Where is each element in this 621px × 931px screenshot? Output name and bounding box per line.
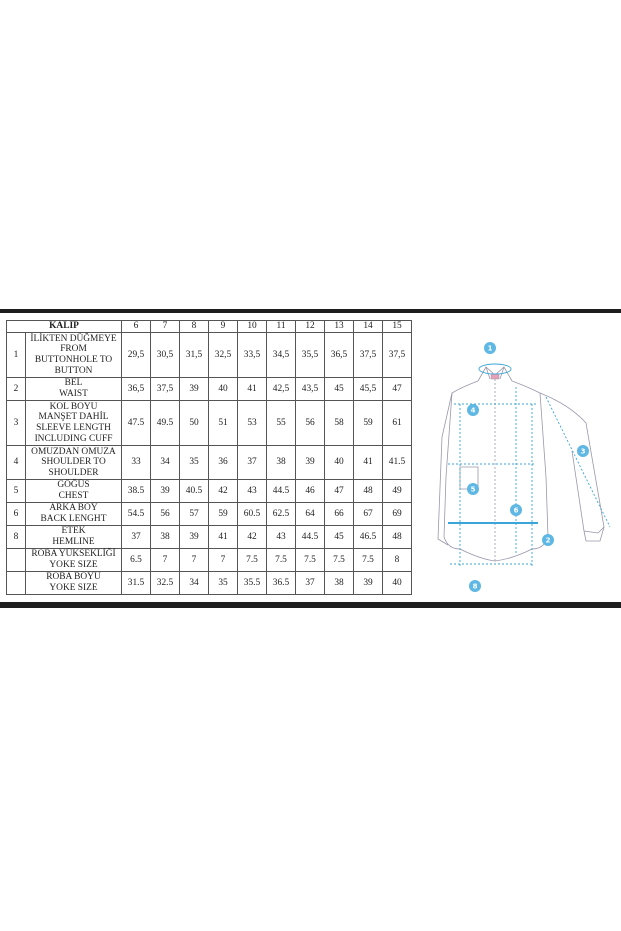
size-value-cell: 44.5	[267, 480, 296, 503]
size-value-cell: 44.5	[296, 526, 325, 549]
size-value-cell: 47	[325, 480, 354, 503]
size-value-cell: 29,5	[122, 333, 151, 378]
svg-text:6: 6	[513, 506, 519, 515]
size-value-cell: 36,5	[325, 333, 354, 378]
size-value-cell: 45,5	[354, 378, 383, 401]
size-value-cell: 34	[151, 446, 180, 480]
size-value-cell: 30,5	[151, 333, 180, 378]
row-number: 8	[7, 526, 26, 549]
measurement-label	[26, 333, 122, 378]
kalip-header: KALIP	[7, 321, 122, 333]
table-row	[7, 549, 412, 572]
size-value-cell: 61	[383, 401, 412, 446]
size-chart-panel	[0, 309, 621, 608]
size-header: 6	[122, 321, 151, 333]
size-value-cell: 41	[238, 378, 267, 401]
size-value-cell: 55	[267, 401, 296, 446]
size-value-cell: 39	[180, 378, 209, 401]
row-number: 5	[7, 480, 26, 503]
size-header: 14	[354, 321, 383, 333]
table-row	[7, 572, 412, 595]
size-value-cell: 45	[325, 526, 354, 549]
measurement-label-line: BUTTON	[54, 365, 93, 376]
measurement-label	[26, 503, 122, 526]
size-value-cell: 33	[122, 446, 151, 480]
size-value-cell: 35	[180, 446, 209, 480]
size-value-cell: 7.5	[238, 549, 267, 572]
size-value-cell: 7.5	[296, 549, 325, 572]
measurement-label	[26, 480, 122, 503]
size-value-cell: 67	[354, 503, 383, 526]
size-header: 10	[238, 321, 267, 333]
table-row	[7, 401, 412, 446]
size-value-cell: 42	[238, 526, 267, 549]
marker-1	[484, 342, 496, 354]
size-value-cell: 50	[180, 401, 209, 446]
svg-text:8: 8	[472, 582, 478, 591]
size-table	[6, 320, 412, 595]
size-value-cell: 34	[180, 572, 209, 595]
size-value-cell: 59	[209, 503, 238, 526]
measurement-label-line: SHOULDER	[48, 467, 99, 478]
measurement-label-line: OMUZDAN OMUZA	[31, 446, 116, 457]
measurement-label-line: SLEEVE LENGTH	[36, 423, 111, 433]
row-number	[7, 572, 26, 595]
size-value-cell: 39	[296, 446, 325, 480]
measurement-label	[26, 446, 122, 480]
table-header-row	[7, 321, 412, 333]
size-value-cell: 38.5	[122, 480, 151, 503]
size-value-cell: 40	[209, 378, 238, 401]
size-value-cell: 60.5	[238, 503, 267, 526]
row-number: 3	[7, 401, 26, 446]
size-value-cell: 46	[296, 480, 325, 503]
table-row	[7, 333, 412, 378]
size-value-cell: 42	[209, 480, 238, 503]
size-value-cell: 36.5	[267, 572, 296, 595]
size-value-cell: 47	[383, 378, 412, 401]
size-header: 15	[383, 321, 412, 333]
measurement-label-line: CHEST	[58, 491, 89, 501]
size-value-cell: 31,5	[180, 333, 209, 378]
size-value-cell: 41.5	[383, 446, 412, 480]
measurement-label-line: WAIST	[59, 389, 88, 399]
size-value-cell: 54.5	[122, 503, 151, 526]
size-value-cell: 38	[325, 572, 354, 595]
size-value-cell: 40	[325, 446, 354, 480]
measurement-markers	[467, 342, 589, 592]
measurement-label-line: YOKE SIZE	[49, 583, 98, 593]
size-value-cell: 49	[383, 480, 412, 503]
size-value-cell: 43	[238, 480, 267, 503]
size-header: 9	[209, 321, 238, 333]
size-value-cell: 37	[122, 526, 151, 549]
size-value-cell: 38	[151, 526, 180, 549]
size-value-cell: 62.5	[267, 503, 296, 526]
size-value-cell: 59	[354, 401, 383, 446]
size-value-cell: 33,5	[238, 333, 267, 378]
size-value-cell: 66	[325, 503, 354, 526]
marker-3	[577, 445, 589, 457]
size-value-cell: 48	[383, 526, 412, 549]
measurement-label-line: INCLUDING CUFF	[34, 433, 113, 444]
size-value-cell: 58	[325, 401, 354, 446]
size-value-cell: 43,5	[296, 378, 325, 401]
size-value-cell: 47.5	[122, 401, 151, 446]
size-value-cell: 57	[180, 503, 209, 526]
svg-text:3: 3	[580, 447, 586, 456]
measurement-label-line: KOL BOYU	[49, 401, 98, 412]
size-value-cell: 46.5	[354, 526, 383, 549]
size-value-cell: 32,5	[209, 333, 238, 378]
row-number	[7, 549, 26, 572]
size-value-cell: 7	[209, 549, 238, 572]
size-value-cell: 37,5	[383, 333, 412, 378]
size-value-cell: 34,5	[267, 333, 296, 378]
size-value-cell: 48	[354, 480, 383, 503]
size-value-cell: 7.5	[325, 549, 354, 572]
size-header: 7	[151, 321, 180, 333]
marker-5	[467, 483, 479, 495]
svg-text:1: 1	[487, 344, 493, 353]
size-value-cell: 7.5	[354, 549, 383, 572]
size-header: 11	[267, 321, 296, 333]
size-value-cell: 38	[267, 446, 296, 480]
size-value-cell: 37	[238, 446, 267, 480]
size-value-cell: 45	[325, 378, 354, 401]
table-row	[7, 446, 412, 480]
size-value-cell: 56	[151, 503, 180, 526]
table-row	[7, 503, 412, 526]
size-value-cell: 35,5	[296, 333, 325, 378]
row-number: 1	[7, 333, 26, 378]
svg-text:2: 2	[545, 536, 551, 545]
measurement-label	[26, 378, 122, 401]
measurement-label-line: GÖĞÜS	[57, 480, 90, 491]
row-number: 6	[7, 503, 26, 526]
size-header: 12	[296, 321, 325, 333]
row-number: 2	[7, 378, 26, 401]
measurement-label	[26, 572, 122, 595]
measurement-label	[26, 549, 122, 572]
size-value-cell: 6.5	[122, 549, 151, 572]
size-header: 13	[325, 321, 354, 333]
size-value-cell: 51	[209, 401, 238, 446]
size-value-cell: 37	[296, 572, 325, 595]
measurement-lines	[448, 364, 610, 567]
svg-text:5: 5	[470, 485, 476, 494]
marker-4	[467, 404, 479, 416]
size-value-cell: 40	[383, 572, 412, 595]
measurement-label-line: MANŞET DAHİL	[38, 412, 109, 423]
measurement-label-line: SHOULDER TO	[41, 457, 106, 468]
size-value-cell: 53	[238, 401, 267, 446]
size-value-cell: 32.5	[151, 572, 180, 595]
size-value-cell: 69	[383, 503, 412, 526]
size-value-cell: 36,5	[122, 378, 151, 401]
measurement-label-line: BACK LENGHT	[40, 514, 107, 524]
measurement-label-line: İLİKTEN DÜĞMEYE	[30, 333, 117, 344]
measurement-label-line: FROM	[60, 344, 87, 355]
size-value-cell: 39	[354, 572, 383, 595]
table-row	[7, 378, 412, 401]
size-value-cell: 7.5	[267, 549, 296, 572]
size-value-cell: 37,5	[151, 378, 180, 401]
size-value-cell: 42,5	[267, 378, 296, 401]
size-value-cell: 7	[180, 549, 209, 572]
table-row	[7, 526, 412, 549]
size-value-cell: 39	[180, 526, 209, 549]
svg-text:4: 4	[470, 406, 476, 415]
size-value-cell: 35	[209, 572, 238, 595]
measurement-label-line: YOKE SIZE	[49, 560, 98, 570]
marker-2	[542, 534, 554, 546]
measurement-label-line: ROBA YÜKSEKLİĞİ	[31, 549, 116, 560]
measurement-label	[26, 401, 122, 446]
measurement-label	[26, 526, 122, 549]
size-value-cell: 40.5	[180, 480, 209, 503]
shirt-diagram	[420, 327, 616, 597]
table-row	[7, 480, 412, 503]
measurement-label-line: BEL	[64, 378, 83, 389]
measurement-label-line: ARKA BOY	[49, 503, 98, 514]
size-value-cell: 36	[209, 446, 238, 480]
size-value-cell: 39	[151, 480, 180, 503]
size-value-cell: 37,5	[354, 333, 383, 378]
marker-6	[510, 504, 522, 516]
size-header: 8	[180, 321, 209, 333]
tag-icon	[491, 374, 499, 379]
measurement-label-line: ROBA BOYU	[46, 572, 101, 583]
size-value-cell: 49.5	[151, 401, 180, 446]
size-value-cell: 7	[151, 549, 180, 572]
measurement-label-line: BUTTONHOLE TO	[34, 355, 113, 365]
size-value-cell: 64	[296, 503, 325, 526]
measurement-label-line: ETEK	[61, 526, 86, 537]
size-value-cell: 41	[209, 526, 238, 549]
size-value-cell: 43	[267, 526, 296, 549]
marker-8	[469, 580, 481, 592]
row-number: 4	[7, 446, 26, 480]
size-value-cell: 31.5	[122, 572, 151, 595]
size-value-cell: 56	[296, 401, 325, 446]
measurement-label-line: HEMLINE	[52, 537, 95, 547]
size-value-cell: 35.5	[238, 572, 267, 595]
size-value-cell: 41	[354, 446, 383, 480]
size-value-cell: 8	[383, 549, 412, 572]
